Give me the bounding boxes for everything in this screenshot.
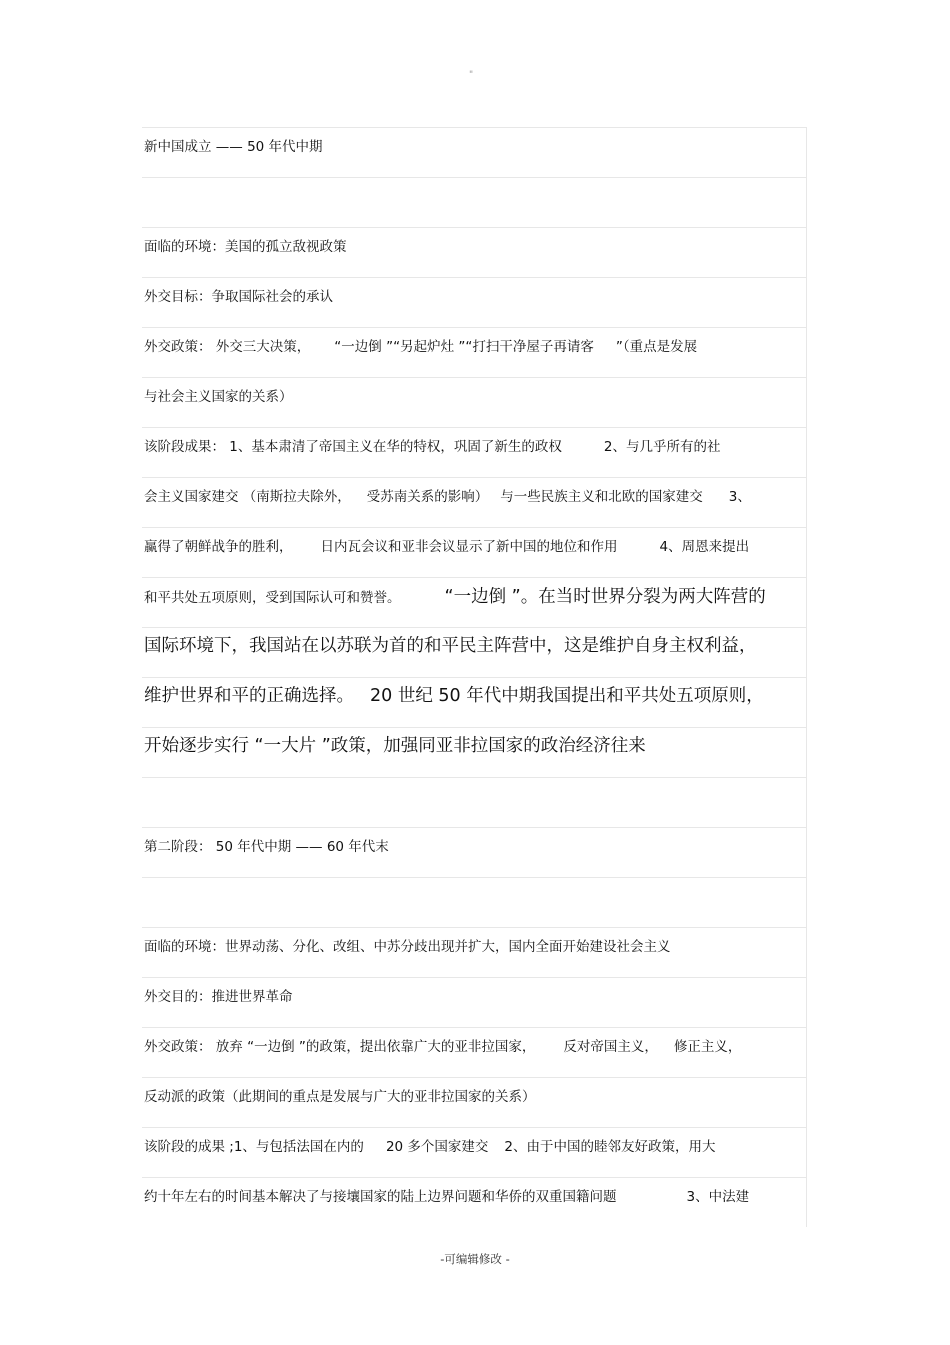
text-row-12 [142, 677, 807, 727]
text-row-14 [142, 777, 807, 827]
text-row-18 [142, 977, 807, 1027]
seg-9-0: 和平共处五项原则，受到国际认可和赞誉。 [144, 590, 401, 606]
text-row-3 [142, 227, 807, 277]
text-row-11 [142, 627, 807, 677]
text-row-4 [142, 277, 807, 327]
seg-7-0: 会主义国家建交 （南斯拉夫除外， [144, 489, 351, 505]
text-row-16 [142, 877, 807, 927]
seg-2-0: 面临的环境：美国的孤立敌视政策 [144, 239, 347, 255]
text-row-7 [142, 427, 807, 477]
seg-0-0: 新中国成立 —— 50 年代中期 [144, 139, 323, 155]
seg-8-1: 日内瓦会议和亚非会议显示了新中国的地位和作用 [320, 539, 618, 555]
text-row-21 [142, 1127, 807, 1177]
seg-9-1: “一边倒 ”。在当时世界分裂为两大阵营的 [444, 587, 766, 607]
seg-14-0: 第二阶段： 50 年代中期 —— 60 年代末 [144, 839, 389, 855]
seg-21-0: 约十年左右的时间基本解决了与接壤国家的陆上边界问题和华侨的双重国籍问题 [144, 1189, 617, 1205]
header-mark: " [469, 70, 474, 80]
seg-18-0: 外交政策： 放弃 “一边倒 ”的政策，提出依靠广大的亚非拉国家， [144, 1039, 536, 1055]
text-row-6 [142, 377, 807, 427]
seg-16-0: 面临的环境：世界动荡、分化、改组、中苏分歧出现并扩大，国内全面开始建设社会主义 [144, 939, 671, 955]
seg-4-0: 外交政策： 外交三大决策， [144, 339, 311, 355]
text-row-20 [142, 1077, 807, 1127]
seg-19-0: 反动派的政策（此期间的重点是发展与广大的亚非拉国家的关系） [144, 1089, 536, 1105]
seg-11-1: 20 世纪 50 年代中期我国提出和平共处五项原则， [370, 686, 764, 706]
seg-10-0: 国际环境下，我国站在以苏联为首的和平民主阵营中，这是维护自身主权利益， [144, 636, 757, 656]
seg-6-0: 该阶段成果： 1、基本肃清了帝国主义在华的特权，巩固了新生的政权 [144, 439, 562, 455]
text-row-2 [142, 177, 807, 227]
seg-4-1: “一边倒 ”“另起炉灶 ”“打扫干净屋子再请客 [334, 339, 594, 355]
text-row-9 [142, 527, 807, 577]
seg-7-2: 与一些民族主义和北欧的国家建交 [500, 489, 703, 505]
text-row-8 [142, 477, 807, 527]
seg-17-0: 外交目的：推进世界革命 [144, 989, 293, 1005]
page-footer: -可编辑修改 - [440, 1252, 510, 1266]
text-row-13 [142, 727, 807, 777]
seg-11-0: 维护世界和平的正确选择。 [144, 686, 354, 706]
text-row-22 [142, 1177, 807, 1227]
seg-21-1: 3、中法建 [686, 1189, 750, 1205]
text-row-10 [142, 577, 807, 627]
seg-3-0: 外交目标：争取国际社会的承认 [144, 289, 333, 305]
seg-20-1: 20 多个国家建交 [385, 1139, 489, 1155]
seg-7-1: 受苏南关系的影响） [366, 489, 489, 505]
seg-18-2: 修正主义， [673, 1039, 742, 1055]
text-row-19 [142, 1027, 807, 1077]
seg-4-2: ”（重点是发展 [615, 339, 698, 355]
seg-8-2: 4、周恩来提出 [659, 539, 750, 555]
seg-12-0: 开始逐步实行 “一大片 ”政策，加强同亚非拉国家的政治经济往来 [144, 736, 646, 756]
text-row-15 [142, 827, 807, 877]
text-row-1 [142, 127, 807, 177]
seg-20-0: 该阶段的成果 ;1、与包括法国在内的 [144, 1139, 364, 1155]
seg-7-3: 3、 [728, 489, 751, 505]
text-row-5 [142, 327, 807, 377]
seg-18-1: 反对帝国主义， [563, 1039, 658, 1055]
seg-20-2: 2、由于中国的睦邻友好政策，用大 [504, 1139, 716, 1155]
document-body [142, 127, 807, 1227]
seg-8-0: 赢得了朝鲜战争的胜利， [144, 539, 293, 555]
text-row-17 [142, 927, 807, 977]
seg-5-0: 与社会主义国家的关系） [144, 389, 293, 405]
seg-6-1: 2、与几乎所有的社 [603, 439, 721, 455]
